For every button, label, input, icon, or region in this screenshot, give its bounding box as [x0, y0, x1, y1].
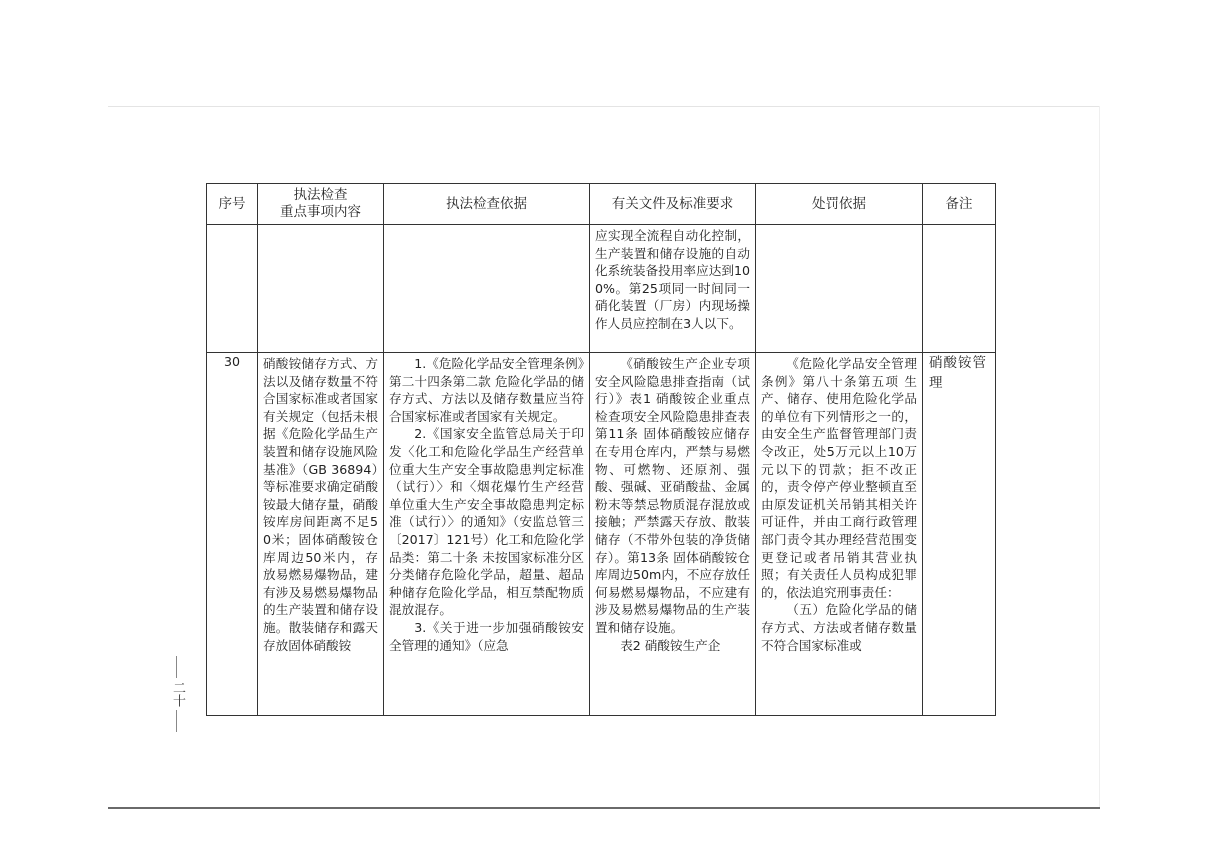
header-content: 执法检查 重点事项内容	[258, 184, 384, 225]
scan-edge-top	[108, 106, 1100, 107]
cont-basis-cell	[384, 225, 590, 353]
files-paragraph-1: 《硝酸铵生产企业专项安全风险隐患排查指南（试行）》表1 硝酸铵企业重点检查项安全风险隐患排查表 第11条 固体硝酸铵应储存在专用仓库内，严禁与易燃物、可燃物、还原剂、强酸、强碱、亚硝酸盐、金属粉末等禁忌物质混存混放或接触；严禁露天存放、散装储存（不带外包装的净货储存）。第13条 固体硝酸铵仓库周边50m内，不应存放任何易燃易爆物品，不应建有涉及易燃易爆物品的生产装置和储存设施。	[595, 356, 750, 635]
header-serial: 序号	[207, 184, 258, 225]
scan-edge-right	[1099, 106, 1100, 808]
header-row	[207, 184, 996, 225]
cont-note-cell	[923, 225, 996, 353]
header-penalty: 处罚依据	[756, 184, 923, 225]
basis-paragraph-3: 3.《关于进一步加强硝酸铵安全管理的通知》（应急	[389, 619, 584, 653]
table-row	[207, 353, 996, 716]
continuation-row	[207, 225, 996, 353]
row-content-cell	[258, 353, 384, 716]
cont-content-cell	[258, 225, 384, 353]
header-note: 备注	[923, 184, 996, 225]
cont-files-cell	[590, 225, 756, 353]
page-number-dash-bottom	[176, 710, 177, 732]
page-number-text: 二十	[170, 681, 185, 707]
row-serial-number: 30	[207, 353, 258, 716]
row-basis-cell	[384, 353, 590, 716]
row-content-text: 硝酸铵储存方式、方法以及储存数量不符合国家标准或者国家有关规定（包括未根据《危险化学品生产装置和储存设施风险基准》（GB 36894）等标准要求确定硝酸铵最大储存量，硝酸铵库房间距离不足50米；固体硝酸铵仓库周边50米内，存放易燃易爆物品，建有涉及易燃易爆物品的生产装置和储存设施。散装储存和露天存放固体硝酸铵	[263, 356, 378, 653]
penalty-paragraph-1: 《危险化学品安全管理条例》第八十条第五项 生产、储存、使用危险化学品的单位有下列情形之一的，由安全生产监督管理部门责令改正，处5万元以上10万元以下的罚款；拒不改正的，责令停产停业整顿直至由原发证机关吊销其相关许可证件，并由工商行政管理部门责令其办理经营范围变更登记或者吊销其营业执照；有关责任人员构成犯罪的，依法追究刑事责任：	[761, 356, 917, 600]
page-number-dash-top	[176, 656, 177, 678]
row-penalty-cell	[756, 353, 923, 716]
basis-paragraph-2: 2.《国家安全监管总局关于印发〈化工和危险化学品生产经营单位重大生产安全事故隐患判定标准（试行）〉和〈烟花爆竹生产经营单位重大生产安全事故隐患判定标准（试行）〉的通知》（安监总管三〔2017〕121号）化工和危险化学品类：第二十条 未按国家标准分区分类储存危险化学品，超量、超品种储存危险化学品，相互禁配物质混放混存。	[389, 426, 584, 618]
row-files-cell	[590, 353, 756, 716]
page-number	[168, 656, 184, 732]
header-files: 有关文件及标准要求	[590, 184, 756, 225]
row-note-cell	[923, 353, 996, 716]
cont-serial-cell	[207, 225, 258, 353]
penalty-paragraph-2: （五）危险化学品的储存方式、方法或者储存数量不符合国家标准或	[761, 602, 917, 653]
row-note-text: 硝酸铵管理	[929, 355, 987, 391]
cont-penalty-cell	[756, 225, 923, 353]
cont-files-text: 应实现全流程自动化控制，生产装置和储存设施的自动化系统装备投用率应达到100%。第25项同一时间同一硝化装置（厂房）内现场操作人员应控制在3人以下。	[595, 228, 750, 331]
header-basis: 执法检查依据	[384, 184, 590, 225]
scan-edge-bottom	[108, 807, 1100, 809]
files-paragraph-2: 表2 硝酸铵生产企	[620, 637, 721, 653]
enforcement-table	[206, 183, 996, 716]
basis-paragraph-1: 1.《危险化学品安全管理条例》第二十四条第二款 危险化学品的储存方式、方法以及储存数量应当符合国家标准或者国家有关规定。	[389, 356, 584, 424]
